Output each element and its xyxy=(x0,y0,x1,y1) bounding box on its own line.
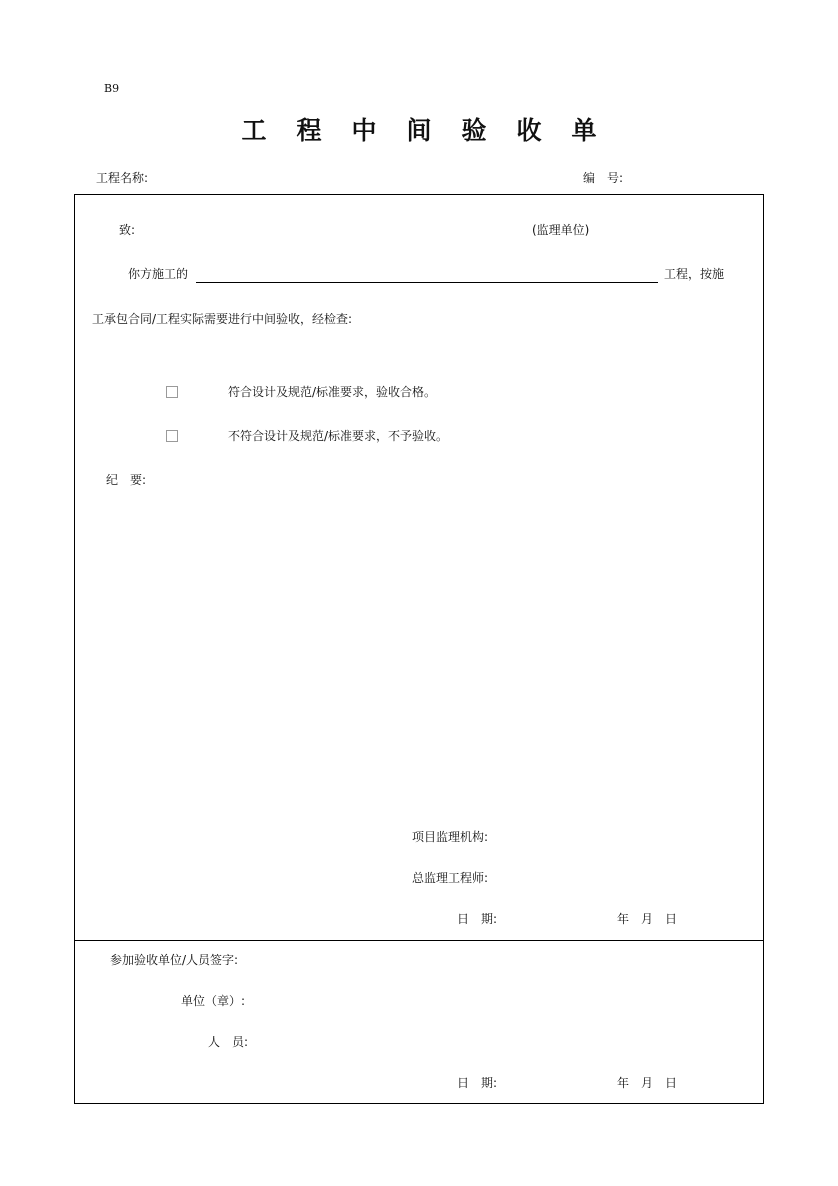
person-label: 人 员: xyxy=(208,1035,249,1049)
supervisor-unit-label: (监理单位) xyxy=(532,223,590,237)
fail-checkbox[interactable] xyxy=(166,430,178,442)
chief-engineer-label: 总监理工程师: xyxy=(412,871,489,885)
project-name-label: 工程名称: xyxy=(96,171,149,185)
pass-checkbox[interactable] xyxy=(166,386,178,398)
to-label: 致: xyxy=(119,223,136,237)
section-divider xyxy=(74,940,764,941)
supervision-date-placeholder: 年 月 日 xyxy=(617,912,678,926)
intro-line-2: 工承包合同/工程实际需要进行中间验收，经检查: xyxy=(92,312,353,326)
project-supervision-org-label: 项目监理机构: xyxy=(412,830,489,844)
intro-suffix: 工程，按施 xyxy=(664,267,725,281)
number-label: 编 号: xyxy=(583,171,624,185)
supervision-date-label: 日 期: xyxy=(457,912,498,926)
summary-label: 纪 要: xyxy=(106,473,147,487)
project-blank-line[interactable] xyxy=(196,282,658,283)
fail-option-label: 不符合设计及规范/标准要求，不予验收。 xyxy=(228,429,449,443)
form-code: B9 xyxy=(104,82,120,95)
page-title: 工程中间验收单 xyxy=(241,116,627,145)
participants-heading: 参加验收单位/人员签字: xyxy=(110,953,239,967)
intro-prefix: 你方施工的 xyxy=(128,267,189,281)
participants-date-label: 日 期: xyxy=(457,1076,498,1090)
pass-option-label: 符合设计及规范/标准要求，验收合格。 xyxy=(228,385,437,399)
participants-date-placeholder: 年 月 日 xyxy=(617,1076,678,1090)
unit-seal-label: 单位（章）: xyxy=(181,994,246,1008)
form-box xyxy=(74,194,764,1104)
